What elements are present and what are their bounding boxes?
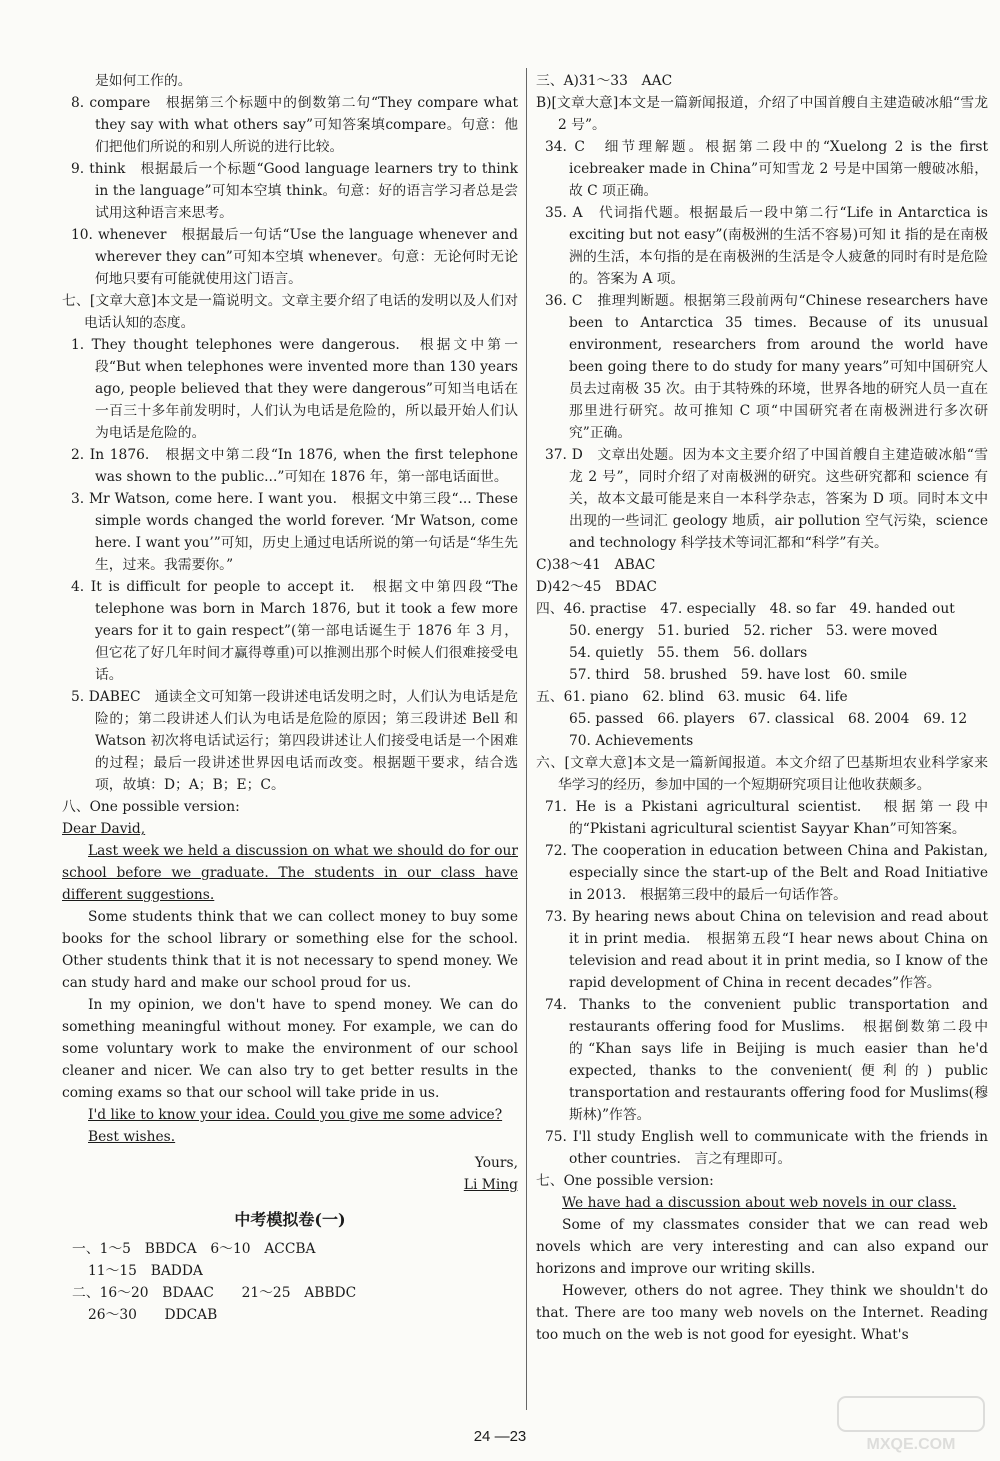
- answer-paragraph: 11～15 BADDA: [88, 1263, 203, 1279]
- left-text-paragraph: 2. In 1876. 根据文中第二段“In 1876, when the first telephone was shown to the public...”可知在 1876 年，第一部电话面世。: [71, 447, 518, 485]
- left-text-paragraph: 5. DABEC 通读全文可知第一段讲述电话发明之时，人们认为电话是危险的；第二段讲述人们认为电话是危险的原因；第三段讲述 Bell 和 Watson 初次将电话试运行；第四段讲述让人们接受电话是一个困难的过程；最后一段讲述世界因电话而改变。根据题干要求，结合选项，故填：D；A；B；E；C。: [71, 689, 518, 793]
- left-text-paragraph: 10. whenever 根据最后一句话“Use the language whenever and wherever they can”可知本空填 whenever。句意：无论何时无论何地只要有可能就使用这门语言。: [71, 227, 518, 287]
- right-text-paragraph: 54. quietly 55. them 56. dollars: [569, 645, 808, 661]
- left-text-paragraph: Last week we held a discussion on what we should do for our school before we graduate. The students in our class have different suggestions.: [62, 843, 518, 903]
- right-text-paragraph: We have had a discussion about web novels in our class.: [562, 1195, 957, 1211]
- watermark-logo: [836, 1395, 986, 1453]
- column-divider: [526, 68, 527, 1410]
- section-title: 中考模拟卷(一): [234, 1210, 346, 1229]
- right-text-paragraph: 71. He is a Pkistani agricultural scientist. 根据第一段中的“Pkistani agricultural scientist Sayyar Khan”可知答案。: [545, 799, 988, 837]
- right-text-paragraph: Some of my classmates consider that we can read web novels which are very interesting and can also expand our horizons and improve our writing skills.: [536, 1217, 988, 1277]
- left-text-paragraph: 七、[文章大意]本文是一篇说明文。文章主要介绍了电话的发明以及人们对电话认知的态度。: [62, 293, 518, 331]
- left-column: [62, 70, 518, 1326]
- right-column: [536, 70, 988, 1346]
- answer-paragraph: 一、1～5 BBDCA 6～10 ACCBA: [72, 1241, 316, 1257]
- left-text-paragraph: 3. Mr Watson, come here. I want you. 根据文中第三段“... These simple words changed the world forever. ‘Mr Watson, come here. I want you’”可知，历史上通过电话所说的第一句话是“华生先生，过来。我需要你。”: [71, 491, 518, 573]
- right-text-paragraph: 四、46. practise 47. especially 48. so far 49. handed out: [536, 601, 955, 617]
- right-text-paragraph: 34. C 细节理解题。根据第二段中的“Xuelong 2 is the first icebreaker made in China”可知雪龙 2 号是中国第一艘破冰船，故 C 项正确。: [545, 139, 988, 199]
- left-text-block: [62, 70, 518, 1148]
- letter-closing: Yours,: [474, 1155, 518, 1171]
- right-text-paragraph: 73. By hearing news about China on television and read about it in print media. 根据第五段“I hear news about China on television and read about it in print media, so I know of the rapid development of China in recent decades”作答。: [545, 909, 988, 991]
- right-text-paragraph: 70. Achievements: [569, 733, 694, 749]
- right-text-paragraph: 35. A 代词指代题。根据最后一段中第二行“Life in Antarctica is exciting but not easy”(南极洲的生活不容易)可知 it 指的是在南极洲的生活，本句指的是在南极洲的生活是令人疲惫的同时有时是危险的。答案为 A 项。: [545, 205, 988, 287]
- answer-paragraph: 二、16～20 BDAAC 21～25 ABBDC: [72, 1285, 357, 1301]
- right-text-paragraph: 65. passed 66. players 67. classical 68. 2004 69. 12: [569, 711, 968, 727]
- right-text-paragraph: 72. The cooperation in education between China and Pakistan, especially since the start-up of the Belt and Road Initiative in 2013. 根据第三段中的最后一句话作答。: [545, 843, 988, 903]
- left-text-paragraph: Some students think that we can collect money to buy some books for the school library or something else for the school. Other students think that it is not necessary to spend money. We can study hard and make our school proud for us.: [62, 909, 518, 991]
- right-text-paragraph: 七、One possible version:: [536, 1173, 714, 1189]
- letter-signature: Li Ming: [463, 1177, 518, 1193]
- right-text-paragraph: 37. D 文章出处题。因为本文主要介绍了中国首艘自主建造破冰船“雪龙 2 号”，同时介绍了对南极洲的研究。这些研究都和 science 有关，故本文最可能是来自一本科学杂志，答案为 D 项。同时本文中出现的一些词汇 geology 地质，air pollution 空气污染，science and technology 科学技术等词汇都和“科学”有关。: [545, 447, 988, 551]
- page-number: 24 —23: [473, 1428, 527, 1445]
- right-text-paragraph: 57. third 58. brushed 59. have lost 60. smile: [569, 667, 908, 683]
- right-text-paragraph: B)[文章大意]本文是一篇新闻报道，介绍了中国首艘自主建造破冰船“雪龙 2 号”。: [536, 95, 988, 133]
- right-text-paragraph: 三、A)31～33 AAC: [536, 73, 673, 89]
- left-text-paragraph: Dear David,: [62, 821, 146, 837]
- right-text-paragraph: 36. C 推理判断题。根据第三段前两句“Chinese researchers have been to Antarctica 35 times. Because of its unusual environment, researchers from around the world have been going there to do study for many years”可知中国研究人员去过南极 35 次。由于其特殊的环境，世界各地的研究人员一直在那里进行研究。故可推知 C 项“中国研究者在南极洲进行多次研究”正确。: [545, 293, 988, 441]
- left-text-paragraph: I'd like to know your idea. Could you give me some advice?: [88, 1107, 503, 1123]
- right-text-paragraph: 75. I'll study English well to communicate with the friends in other countries. 言之有理即可。: [545, 1129, 988, 1167]
- right-text-paragraph: 五、61. piano 62. blind 63. music 64. life: [536, 689, 848, 705]
- left-text-paragraph: 是如何工作的。: [95, 73, 192, 89]
- left-text-paragraph: 八、One possible version:: [62, 799, 240, 815]
- answer-key-block: [62, 1238, 518, 1326]
- left-text-paragraph: 9. think 根据最后一个标题“Good language learners try to think in the language”可知本空填 think。句意：好的语言学习者总是尝试用这种语言来思考。: [71, 161, 518, 221]
- right-text-block: [536, 70, 988, 1346]
- right-text-paragraph: 74. Thanks to the convenient public transportation and restaurants offering food for Muslims. 根据倒数第二段中的“Khan says life in Beijing is much easier than he'd expected, thanks to the convenient(便利的) public transportation and restaurants offering food for Muslims(穆斯林)”作答。: [545, 997, 988, 1123]
- right-text-paragraph: However, others do not agree. They think we shouldn't do that. There are too many web novels on the Internet. Reading too much on the web is not good for eyesight. What's: [536, 1283, 988, 1343]
- left-text-paragraph: In my opinion, we don't have to spend money. We can do something meaningful without money. For example, we can do some voluntary work to make the environment of our school cleaner and nicer. We can also try to get better results in the coming exams so that our school will take pride in us.: [62, 997, 518, 1101]
- answer-paragraph: 26～30 DDCAB: [88, 1307, 218, 1323]
- right-text-paragraph: 六、[文章大意]本文是一篇新闻报道。本文介绍了巴基斯坦农业科学家来华学习的经历，参加中国的一个短期研究项目让他收获颇多。: [536, 755, 988, 793]
- svg-text:MXQE.COM: MXQE.COM: [866, 1436, 956, 1453]
- left-text-paragraph: 1. They thought telephones were dangerous. 根据文中第一段“But when telephones were invented more than 130 years ago, people believed that they were dangerous”可知当电话在一百三十多年前发明时，人们认为电话是危险的，所以最开始人们认为电话是危险的。: [71, 337, 518, 441]
- right-text-paragraph: C)38～41 ABAC: [536, 557, 656, 573]
- right-text-paragraph: D)42～45 BDAC: [536, 579, 657, 595]
- left-text-paragraph: 8. compare 根据第三个标题中的倒数第二句“They compare what they say with what others say”可知答案填compare。句意：他们把他们所说的和别人所说的进行比较。: [71, 95, 518, 155]
- left-text-paragraph: Best wishes.: [88, 1129, 176, 1145]
- right-text-paragraph: 50. energy 51. buried 52. richer 53. were moved: [569, 623, 938, 639]
- left-text-paragraph: 4. It is difficult for people to accept it. 根据文中第四段“The telephone was born in March 1876, but it took a few more years for it to gain respect”(第一部电话诞生于 1876 年 3 月，但它花了好几年时间才赢得尊重)可以推测出那个时候人们很难接受电话。: [71, 579, 518, 683]
